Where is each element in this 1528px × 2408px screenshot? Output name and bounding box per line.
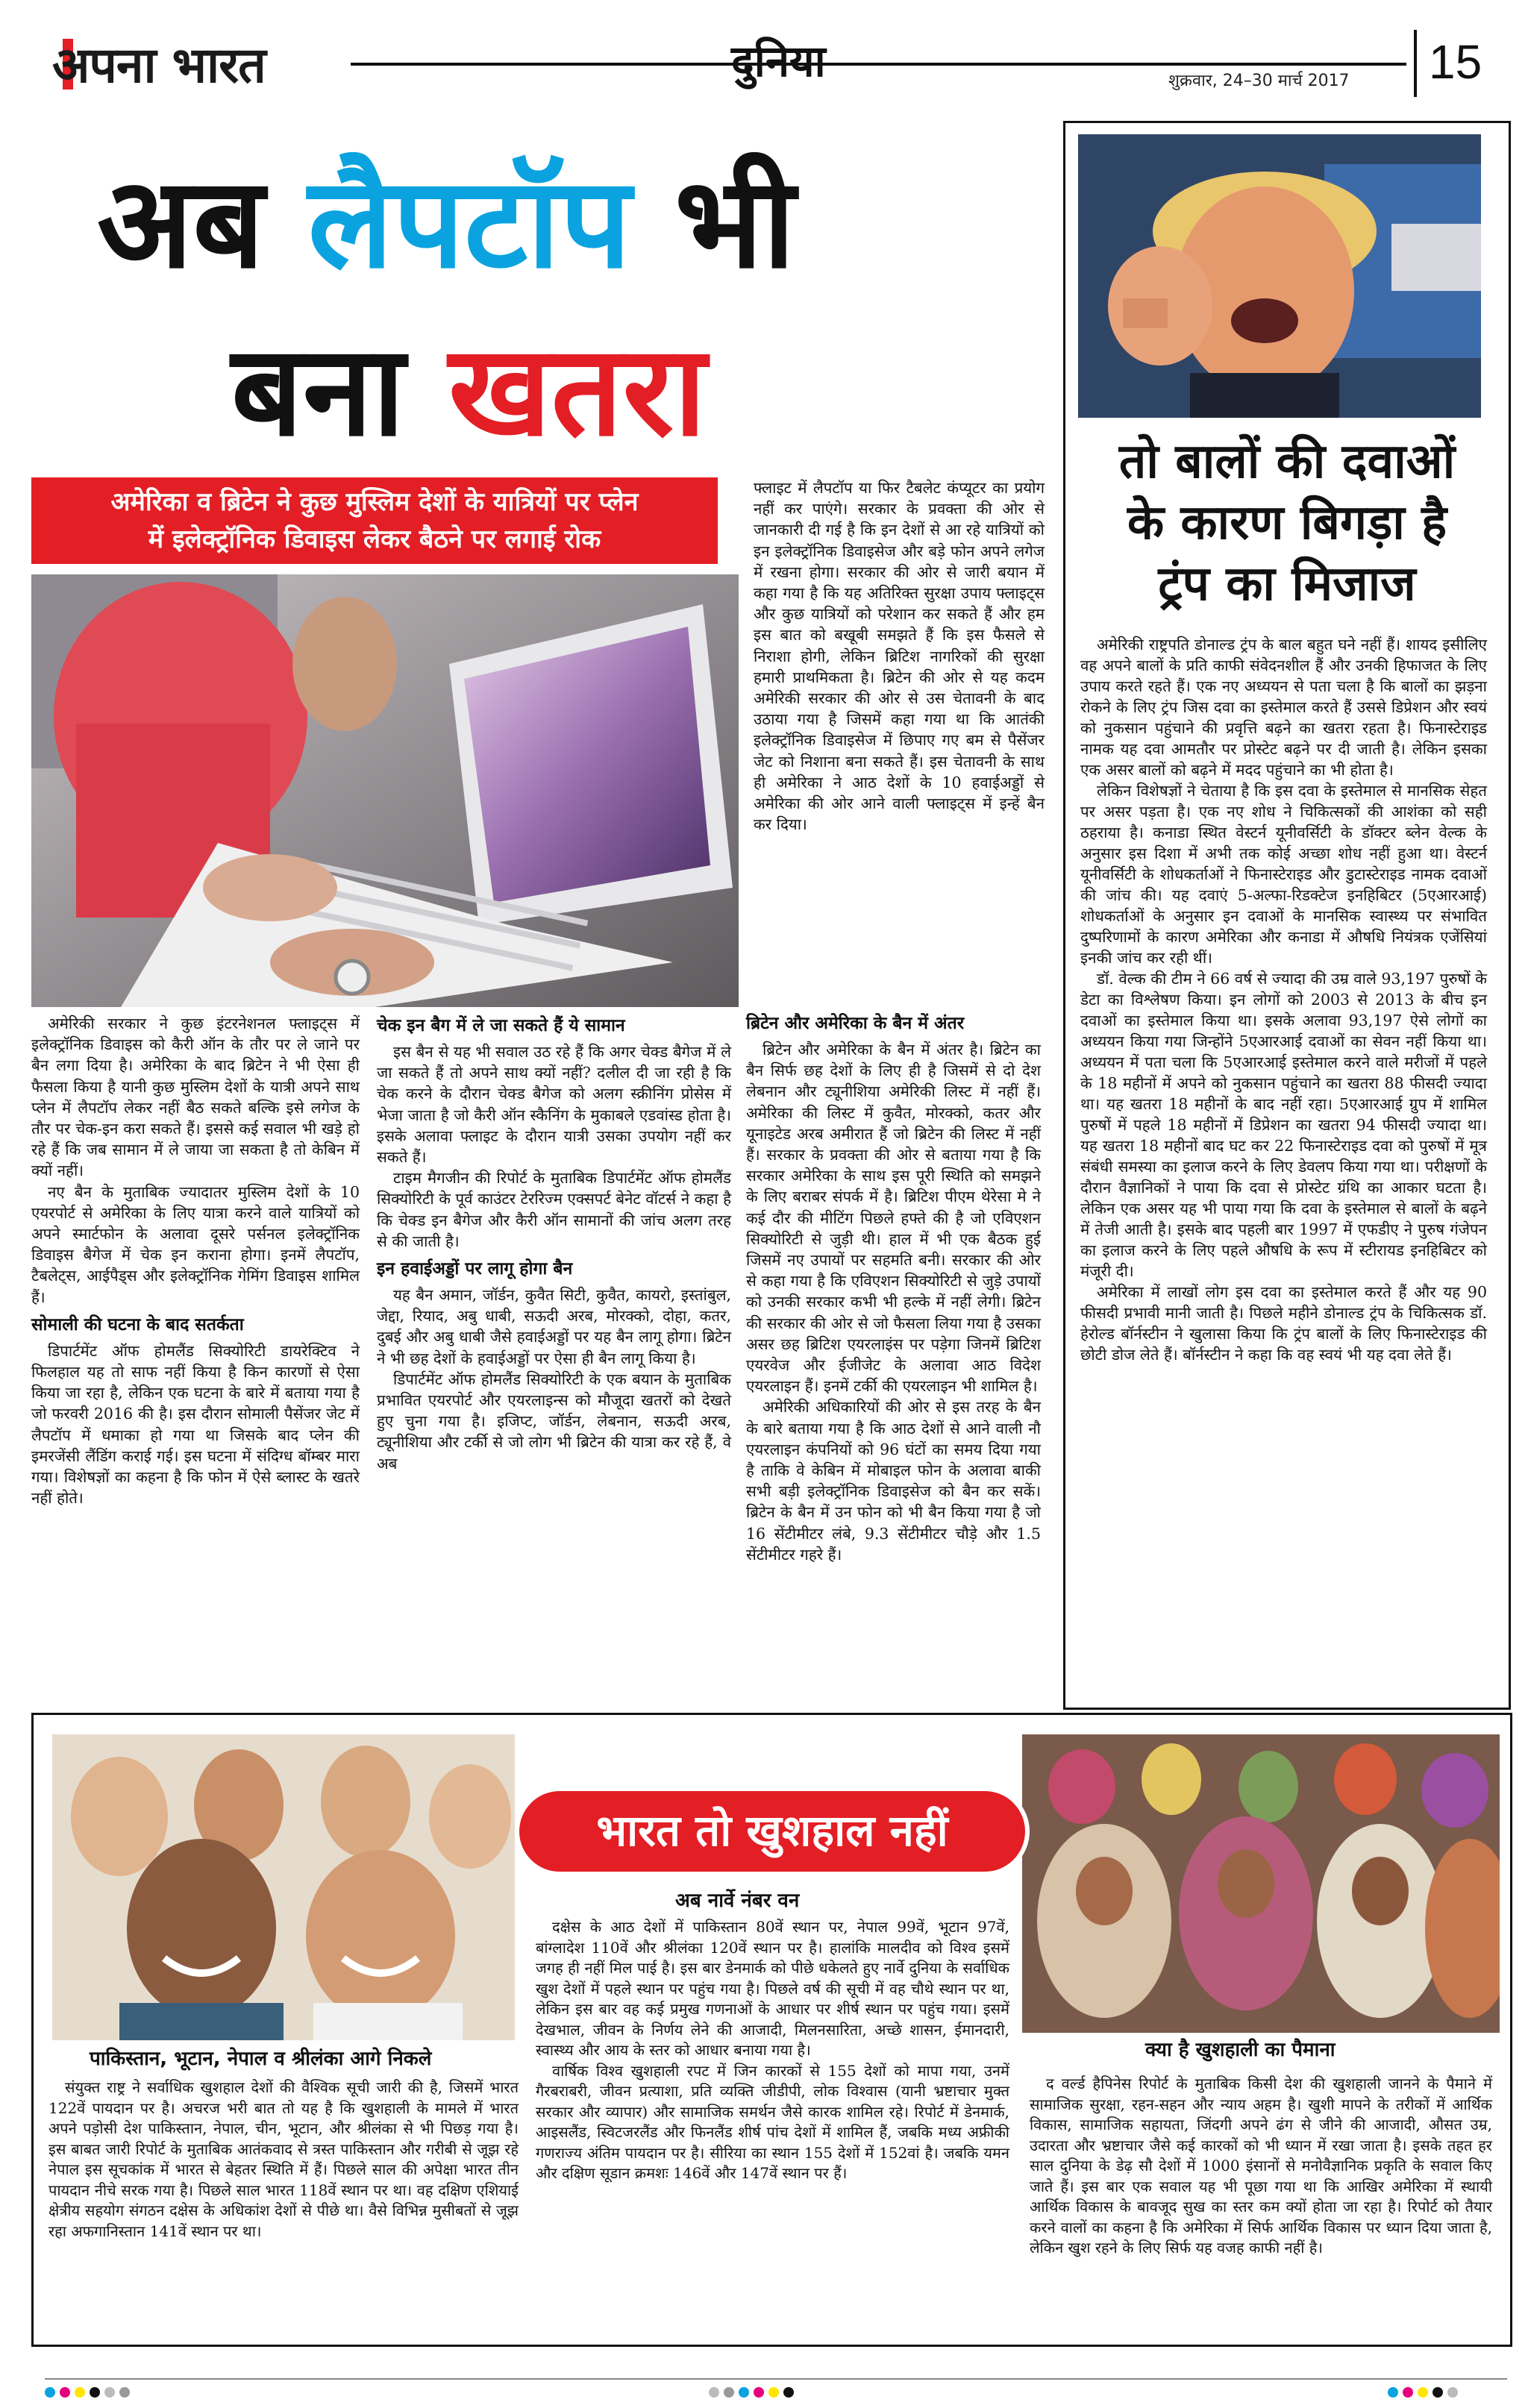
paragraph: इस बैन से यह भी सवाल उठ रहे हैं कि अगर चेक्ड बैगेज में ले जा सकते हैं तो अपने साथ क्यों नहीं? दलील दी जा रही है कि चेक करने के दौरान चेक्ड बैगेज को अलग स्क्रीनिंग प्रोसेस में भेजा जाता है जो कैरी ऑन स्कैनिंग के मुकाबले एडवांस्ड होता है। इसके अलावा फ्लाइट के दौरान यात्री उसका उपयोग नहीं कर सकते हैं।	[377, 1043, 731, 1167]
yellow-dot	[1418, 2387, 1428, 2398]
paragraph: डिपार्टमेंट ऑफ होमलैंड सिक्योरिटी डायरेक्टिव ने फिलहाल यह तो साफ नहीं किया है किन कारणों से ऐसा किया जा रहा है, लेकिन एक घटना के बारे में बताया गया है जो फरवरी 2016 की है। इस दौरान सोमाली पैसेंजर जेट में लैपटॉप में धमाका हो गया था जिसके बाद प्लेन की इमरजेंसी लैंडिंग कराई गई। इस घटना में संदिग्ध बॉम्बर मारा गया। विशेषज्ञों का कहना है कि फोन में ऐसे ब्लास्ट के खतरे नहीं होते।	[31, 1341, 360, 1508]
paragraph: डिपार्टमेंट ऑफ होमलैंड सिक्योरिटी के एक बयान के मुताबिक प्रभावित एयरपोर्ट और एयरलाइन्स को मौजूदा खतरों को देखते हुए चुना गया है। इजिप्ट, जॉर्डन, लेबनान, सऊदी अरब, ट्यूनीशिया और टर्की से जो लोग भी ब्रिटेन की यात्रा कर रहे हैं, वे अब	[377, 1370, 731, 1473]
paragraph: डॉ. वेल्क की टीम ने 66 वर्ष से ज्यादा की उम्र वाले 93,197 पुरुषों के डेटा का विश्लेषण किया। इन लोगों को 2003 से 2013 के बीच इन दवाओं का इस्तेमाल किया था। इसके अलावा 93,197 ऐसे लोगों का अध्ययन किया गया जिन्होंने 5एआरआई दवाओं का सेवन नहीं किया था। अध्ययन में पता चला कि 5एआरआई इस्तेमाल करने वाले मरीजों में पहले के 18 महीनों में अपने को नुकसान पहुंचाने का खतरा 88 फीसदी ज्यादा था। यह खतरा 18 महीनों के बाद नहीं रहा। 5एआरआई ग्रुप में शामिल पुरुषों में पहले 18 महीनों में डिप्रेशन का खतरा 94 फीसदी ज्यादा था। यह खतरा 18 महीनों बाद घट कर 22 फिनास्टेराइड दवा को पुरुषों में मूत्र संबंधी समस्या का इलाज करने के लिए डेवलप किया गया था। परीक्षणों के दौरान वैज्ञानिकों ने पाया कि दवा से प्रोस्टेट ग्रंथि का आकार घटता है। लेकिन एक असर यह भी पाया गया कि दवा के इस्तेमाल से बालों के बढ़ने में तेजी आती है। इसके बाद पहली बार 1997 में एफडीए ने पुरुष गंजेपन का इलाज करने के लिए पहले औषधि के रूप में स्टीरायड इनहिबिटर को मंजूरी दी।	[1080, 970, 1487, 1280]
sidebar-headline-line: तो बालों की दवाओं	[1118, 434, 1456, 489]
paragraph: अमेरिकी राष्ट्रपति डोनाल्ड ट्रंप के बाल बहुत घने नहीं हैं। शायद इसीलिए वह अपने बालों के प्रति काफी संवेदनशील हैं और उनकी हिफाजत के लिए उपाय करते रहते हैं। एक नए अध्ययन से पता चला है कि बालों का झड़ना रोकने के लिए ट्रंप जिस दवा का इस्तेमाल करते हैं उससे डिप्रेशन और स्वयं को नुकसान पहुंचाने की प्रवृत्ति बढ़ने का खतरा रहता है। फिनास्टेराइड नामक यह दवा आमतौर पर प्रोस्टेट बढ़ने पर दी जाती है। लेकिन इसका एक असर बालों को बढ़ने में मदद पहुंचाने का भी होता है।	[1080, 636, 1487, 779]
subheading: इन हवाईअड्डों पर लागू होगा बैन	[377, 1259, 573, 1279]
paragraph: नए बैन के मुताबिक ज्यादातर मुस्लिम देशों के 10 एयरपोर्ट से अमेरिका के लिए यात्रा करने वाले यात्रियों को अपने स्मार्टफोन के अलावा दूसरे पर्सनल इलेक्ट्रॉनिक डिवाइस बैगेज में चेक इन कराना होगा। इनमें लैपटॉप, टैबलेट्स, आईपैड्स और इलेक्ट्रॉनिक गेमिंग डिवाइस शामिल हैं।	[31, 1182, 360, 1306]
paragraph: वार्षिक विश्व खुशहाली रपट में जिन कारकों से 155 देशों को मापा गया, उनमें गैरबराबरी, जीवन प्रत्याशा, प्रति व्यक्ति जीडीपी, लोक विश्वास (यानी भ्रष्टाचार मुक्त सरकार और व्यापार) और सामाजिक समर्थन जैसे कारक शामिल रहे। रिपोर्ट में डेनमार्क, आइसलैंड, स्विटजरलैंड और फिनलैंड शीर्ष पांच देशों में शामिल हैं, जबकि मध्य अफ्रीकी गणराज्य अंतिम पायदान पर है। सीरिया का स्थान 155 देशों में 152वां है। जबकि यमन और दक्षिण सूडान क्रमशः 146वें और 147वें स्थान पर हैं।	[536, 2061, 1009, 2182]
deck-line: अमेरिका व ब्रिटेन ने कुछ मुस्लिम देशों के यात्रियों पर प्लेन	[110, 487, 639, 517]
subheading: ब्रिटेन और अमेरिका के बैन में अंतर	[746, 1014, 965, 1033]
yellow-dot	[75, 2387, 85, 2398]
grey-dot	[724, 2387, 734, 2398]
paragraph: यह बैन अमान, जॉर्डन, कुवैत सिटी, कुवैत, कायरो, इस्तांबुल, जेद्दा, रियाद, अबु धाबी, सऊदी अरब, मोरक्को, दोहा, कतर, दुबई और अबु धाबी जैसे हवाईअड्डों पर यह बैन लागू होगा। ब्रिटेन ने भी छह देशों के हवाईअड्डों पर ऐसा ही बैन लागू किया है।	[377, 1286, 731, 1367]
happiness-middle-text	[536, 1917, 1009, 2184]
paragraph: दक्षेस के आठ देशों में पाकिस्तान 80वें स्थान पर, नेपाल 99वें, भूटान 97वें, बांग्लादेश 110वें और श्रीलंका 120वें स्थान पर है। हालांकि मालदीव को विश्व इसमें जगह ही नहीं मिल पाई है। इस बार डेनमार्क को पीछे धकेलते हुए नार्वे दुनिया के सर्वाधिक खुश देशों में पहले स्थान पर पहुंच गया है। पिछले वर्ष की सूची में वह चौथे स्थान पर था, लेकिन इस बार वह कई प्रमुख गणनाओं के आधार पर शीर्ष स्थान पर पहुंच गया। इसमें देखभाल, जीवन के निर्णय लेने की आजादी, मिलनसारिता, अच्छे शासन, ईमानदारी, स्वास्थ्य और आय के स्तर को आधार बनाया गया है।	[536, 1918, 1009, 2059]
magenta-dot	[60, 2387, 70, 2398]
cyan-dot	[45, 2387, 55, 2398]
subheading: सोमाली की घटना के बाद सतर्कता	[31, 1314, 244, 1335]
registration-marks-left	[45, 2387, 130, 2398]
trump-photo	[1078, 134, 1481, 418]
page-number-separator	[1414, 30, 1417, 97]
sidebar-headline-line: ट्रंप का मिजाज	[1158, 556, 1416, 612]
paragraph: टाइम मैगजीन की रिपोर्ट के मुताबिक डिपार्टमेंट ऑफ होमलैंड सिक्योरिटी के पूर्व काउंटर टेररिज्म एक्सपर्ट बेनेट वॉटर्स ने कहा है कि चेक्ड इन बैगेज और कैरी ऑन सामानों की जांच अलग तरह से की जाती है।	[377, 1169, 731, 1250]
subheading: पाकिस्तान, भूटान, नेपाल व श्रीलंका आगे निकले	[90, 2048, 432, 2070]
headline-word-highlight: लैपटॉप	[307, 150, 631, 296]
happiness-banner: भारत तो खुशहाल नहीं	[515, 1787, 1030, 1876]
subheading: चेक इन बैग में ले जा सकते हैं ये सामान	[377, 1016, 625, 1035]
headline-line-2	[231, 318, 707, 464]
paragraph: अमेरिकी अधिकारियों की ओर से इस तरह के बैन के बारे बताया गया है कि आठ देशों से आने वाली नौ एयरलाइन कंपनियों को 96 घंटों का समय दिया गया है ताकि वे केबिन में मोबाइल फोन के अलावा बाकी सभी बड़ी इलेक्ट्रॉनिक डिवाइसेज को बैन कर सकें। ब्रिटेन के बैन में उन फोन को भी बैन किया गया है जो 16 सेंटीमीटर लंबे, 9.3 सेंटीमीटर चौड़े और 1.5 सेंटीमीटर गहरे हैं।	[746, 1398, 1041, 1564]
headline-word: बना	[231, 318, 405, 464]
dateline: शुक्रवार, 24–30 मार्च 2017	[1168, 72, 1350, 90]
registration-marks-right	[1388, 2387, 1458, 2398]
paragraph: फ्लाइट में लैपटॉप या फिर टैबलेट कंप्यूटर का प्रयोग नहीं कर पाएंगे। सरकार के प्रवक्ता की ओर से जानकारी दी गई है कि इन देशों से आ रहे यात्रियों को इन इलेक्ट्रॉनिक डिवाइसेज और बड़े फोन अपने लगेज में रखना होगा। सरकार की ओर से जारी बयान में कहा गया है कि यह अतिरिक्त सुरक्षा उपाय फ्लाइट्स और कुछ यात्रियों को परेशान कर सकते हैं और हम इस बात को बखूबी समझते हैं कि इस फैसले से निराशा होगी, लेकिन ब्रिटिश नागरिकों की सुरक्षा हमारी प्राथमिकता है। ब्रिटेन की ओर से यह कदम अमेरिकी सरकार की ओर से उस चेतावनी के बाद उठाया गया है जिसमें कहा गया था कि आतंकी इलेक्ट्रॉनिक डिवाइसेज में छिपाए गए बम से पैसेंजर जेट को निशाना बना सकते हैं। इस चेतावनी के साथ ही अमेरिका ने आठ देशों के 10 हवाईअड्डों से अमेरिका की ओर आने वाली फ्लाइट्स में इन्हें बैन कर दिया।	[754, 479, 1045, 834]
footer-rule	[45, 2378, 1507, 2380]
magenta-dot	[754, 2387, 764, 2398]
headline-word-highlight: खतरा	[448, 318, 707, 464]
cyan-dot	[739, 2387, 749, 2398]
header-rule	[351, 63, 1406, 66]
article-column-1	[31, 1013, 360, 1508]
sidebar-story-text	[1080, 634, 1487, 1365]
masthead: अपना भारत	[52, 36, 266, 94]
headline-line-1	[97, 150, 795, 296]
article-column-2	[377, 1013, 731, 1474]
page-number: 15	[1429, 35, 1482, 89]
article-column-3	[746, 1011, 1041, 1565]
happiness-right-text	[1030, 2074, 1492, 2259]
paragraph: अमेरिकी सरकार ने कुछ इंटरनेशनल फ्लाइट्स में इलेक्ट्रॉनिक डिवाइस को कैरी ऑन के तौर पर ले जाने पर बैन लगा दिया है। अमेरिका के बाद ब्रिटेन ने भी ऐसा ही फैसला किया है यानी कुछ मुस्लिम देशों के यात्री अपने साथ प्लेन में लैपटॉप लेकर नहीं बैठ सकते बल्कि इसे लगेज के तौर पर चेक-इन करा सकते हैं। इससे कई सवाल भी खड़े हो रहे हैं कि जब सामान में ले जाया जा सकता है तो केबिन में क्यों नहीं।	[31, 1015, 360, 1180]
grey-dot	[709, 2387, 719, 2398]
deck-line: में इलेक्ट्रॉनिक डिवाइस लेकर बैठने पर लगाई रोक	[148, 524, 601, 554]
paragraph: द वर्ल्ड हैपिनेस रिपोर्ट के मुताबिक किसी देश की खुशहाली जानने के पैमाने में सामाजिक सुरक्षा, रहन-सहन और न्याय अहम है। खुशी मापने के तरीकों में आर्थिक विकास, सामाजिक सहायता, जिंदगी अपने ढंग से जीने की आजादी, औसत उम्र, उदारता और भ्रष्टाचार जैसे कई कारकों को भी ध्यान में रखा जाता है। इसके तहत हर साल दुनिया के डेढ़ सौ देशों में 1000 इंसानों से मनोवैज्ञानिक प्रकृति के सवाल किए जाते हैं। इस बार एक सवाल यह भी पूछा गया था कि आखिर अमेरिका में स्थायी आर्थिक विकास के बावजूद सुख का स्तर कम क्यों होता जा रहा है। रिपोर्ट को तैयार करने वालों का कहना है कि अमेरिका में सिर्फ आर्थिक विकास पर ध्यान दिया जाता है, लेकिन खुश रहने के लिए सिर्फ यह वजह काफी नहीं है।	[1030, 2075, 1492, 2257]
black-dot	[783, 2387, 794, 2398]
magenta-dot	[1403, 2387, 1413, 2398]
subheading: अब नार्वे नंबर वन	[675, 1890, 800, 1912]
section-title: दुनिया	[731, 36, 826, 87]
grey-dot	[119, 2387, 130, 2398]
cyan-dot	[1388, 2387, 1398, 2398]
paragraph: लेकिन विशेषज्ञों ने चेताया है कि इस दवा के इस्तेमाल से मानसिक सेहत पर असर पड़ता है। एक नए शोध ने चिकित्सकों की आशंका को सही ठहराया है। कनाडा स्थित वेस्टर्न यूनीवर्सिटी के डॉक्टर ब्लेन वेल्क के अनुसार इस दिशा में अभी तक कोई अच्छा शोध नहीं हुआ था। वेस्टर्न यूनीवर्सिटी के शोधकर्ताओं ने फिनास्टेराइड और डुटास्टेराइड नामक दवाओं की जांच की। यह दवाएं 5-अल्फा-रिडक्टेज इनहिबिटर (5एआरआई) शोधकर्ताओं के अनुसार इन दवाओं के मानसिक स्वास्थ्य पर संभावित दुष्परिणामों के कारण अमेरिका और कनाडा में औषधि नियंत्रक एजेंसियां इनकी जांच कर रही थीं।	[1080, 782, 1487, 967]
sidebar-headline	[1067, 431, 1507, 615]
grey-dot	[104, 2387, 115, 2398]
deck-banner	[31, 477, 718, 564]
headline-word: भी	[674, 150, 795, 296]
paragraph: ब्रिटेन और अमेरिका के बैन में अंतर है। ब्रिटेन का बैन सिर्फ छह देशों के लिए ही है जिसमें से दो देश लेबनान और ट्यूनीशिया अमेरिकी लिस्ट में नहीं हैं। अमेरिका की लिस्ट में कुवैत, मोरक्को, कतर और यूनाइटेड अरब अमीरात हैं जो ब्रिटेन की लिस्ट में नहीं हैं। सरकार के प्रवक्ता की ओर से बताया गया है कि सरकार अमेरिका के साथ इस पूरी स्थिति को समझने के लिए बराबर संपर्क में है। ब्रिटिश पीएम थेरेसा मे ने कई दौर की मीटिंग पिछले हफ्ते की है जो एविएशन सिक्योरिटी से जुड़ी थी। हाल में भी एक बैठक हुई जिसमें नए उपायों पर सहमति बनी। सरकार की ओर से कहा गया है कि एविएशन सिक्योरिटी से जुड़े उपायों को उनकी सरकार कभी भी हल्के में नहीं लेगी। ब्रिटेन की सरकार की ओर से जो फैसला लिया गया है उसका असर छह ब्रिटिश एयरलाइंस पर पड़ेगा जिनमें ब्रिटिश एयरवेज और ईजीजेट के अलावा आठ विदेश एयरलाइन हैं। इनमें टर्की की एयरलाइन भी शामिल है।	[746, 1041, 1041, 1396]
headline-word: अब	[97, 150, 265, 296]
women-crowd-photo	[1022, 1734, 1500, 2033]
smiling-people-photo	[52, 1734, 515, 2040]
happiness-left-text	[48, 2078, 519, 2242]
black-dot	[1432, 2387, 1443, 2398]
yellow-dot	[768, 2387, 779, 2398]
black-dot	[90, 2387, 100, 2398]
paragraph: अमेरिका में लाखों लोग इस दवा का इस्तेमाल करते हैं और यह 90 फीसदी प्रभावी मानी जाती है। पिछले महीने डोनाल्ड ट्रंप के चिकित्सक डॉ. हेरोल्ड बॉर्नस्टीन ने खुलासा किया कि ट्रंप बालों के लिए फिनास्टेराइड की छोटी डोज लेते हैं। बॉर्नस्टीन ने कहा कि वह स्वयं भी यह दवा लेते हैं।	[1080, 1283, 1487, 1364]
grey-dot	[1447, 2387, 1458, 2398]
registration-marks-center	[709, 2387, 794, 2398]
sidebar-headline-line: के कारण बिगड़ा है	[1127, 495, 1447, 551]
paragraph: संयुक्त राष्ट्र ने सर्वाधिक खुशहाल देशों की वैश्विक सूची जारी की है, जिसमें भारत 122वें पायदान पर है। अचरज भरी बात तो यह है कि खुशहाली के मामले में भारत अपने पड़ोसी देश पाकिस्तान, नेपाल, चीन, भूटान, और श्रीलंका से भी पिछड़ गया है। इस बाबत जारी रिपोर्ट के मुताबिक आतंकवाद से त्रस्त पाकिस्तान और गरीबी से जूझ रहे नेपाल इस सूचकांक में भारत से बेहतर स्थिति में हैं। पिछले साल की अपेक्षा भारत तीन पायदान नीचे सरक गया है। पिछले साल भारत 118वें स्थान पर था। वह दक्षिण एशियाई क्षेत्रीय सहयोग संगठन दक्षेस के अधिकांश देशों से पीछे था। वैसे विभिन्न मुसीबतों से जूझ रहा अफगानिस्तान 141वें स्थान पर था।	[48, 2078, 519, 2240]
subheading: क्या है खुशहाली का पैमाना	[1145, 2039, 1336, 2061]
laptop-photo	[31, 574, 739, 1007]
article-column-3-top	[754, 477, 1045, 835]
